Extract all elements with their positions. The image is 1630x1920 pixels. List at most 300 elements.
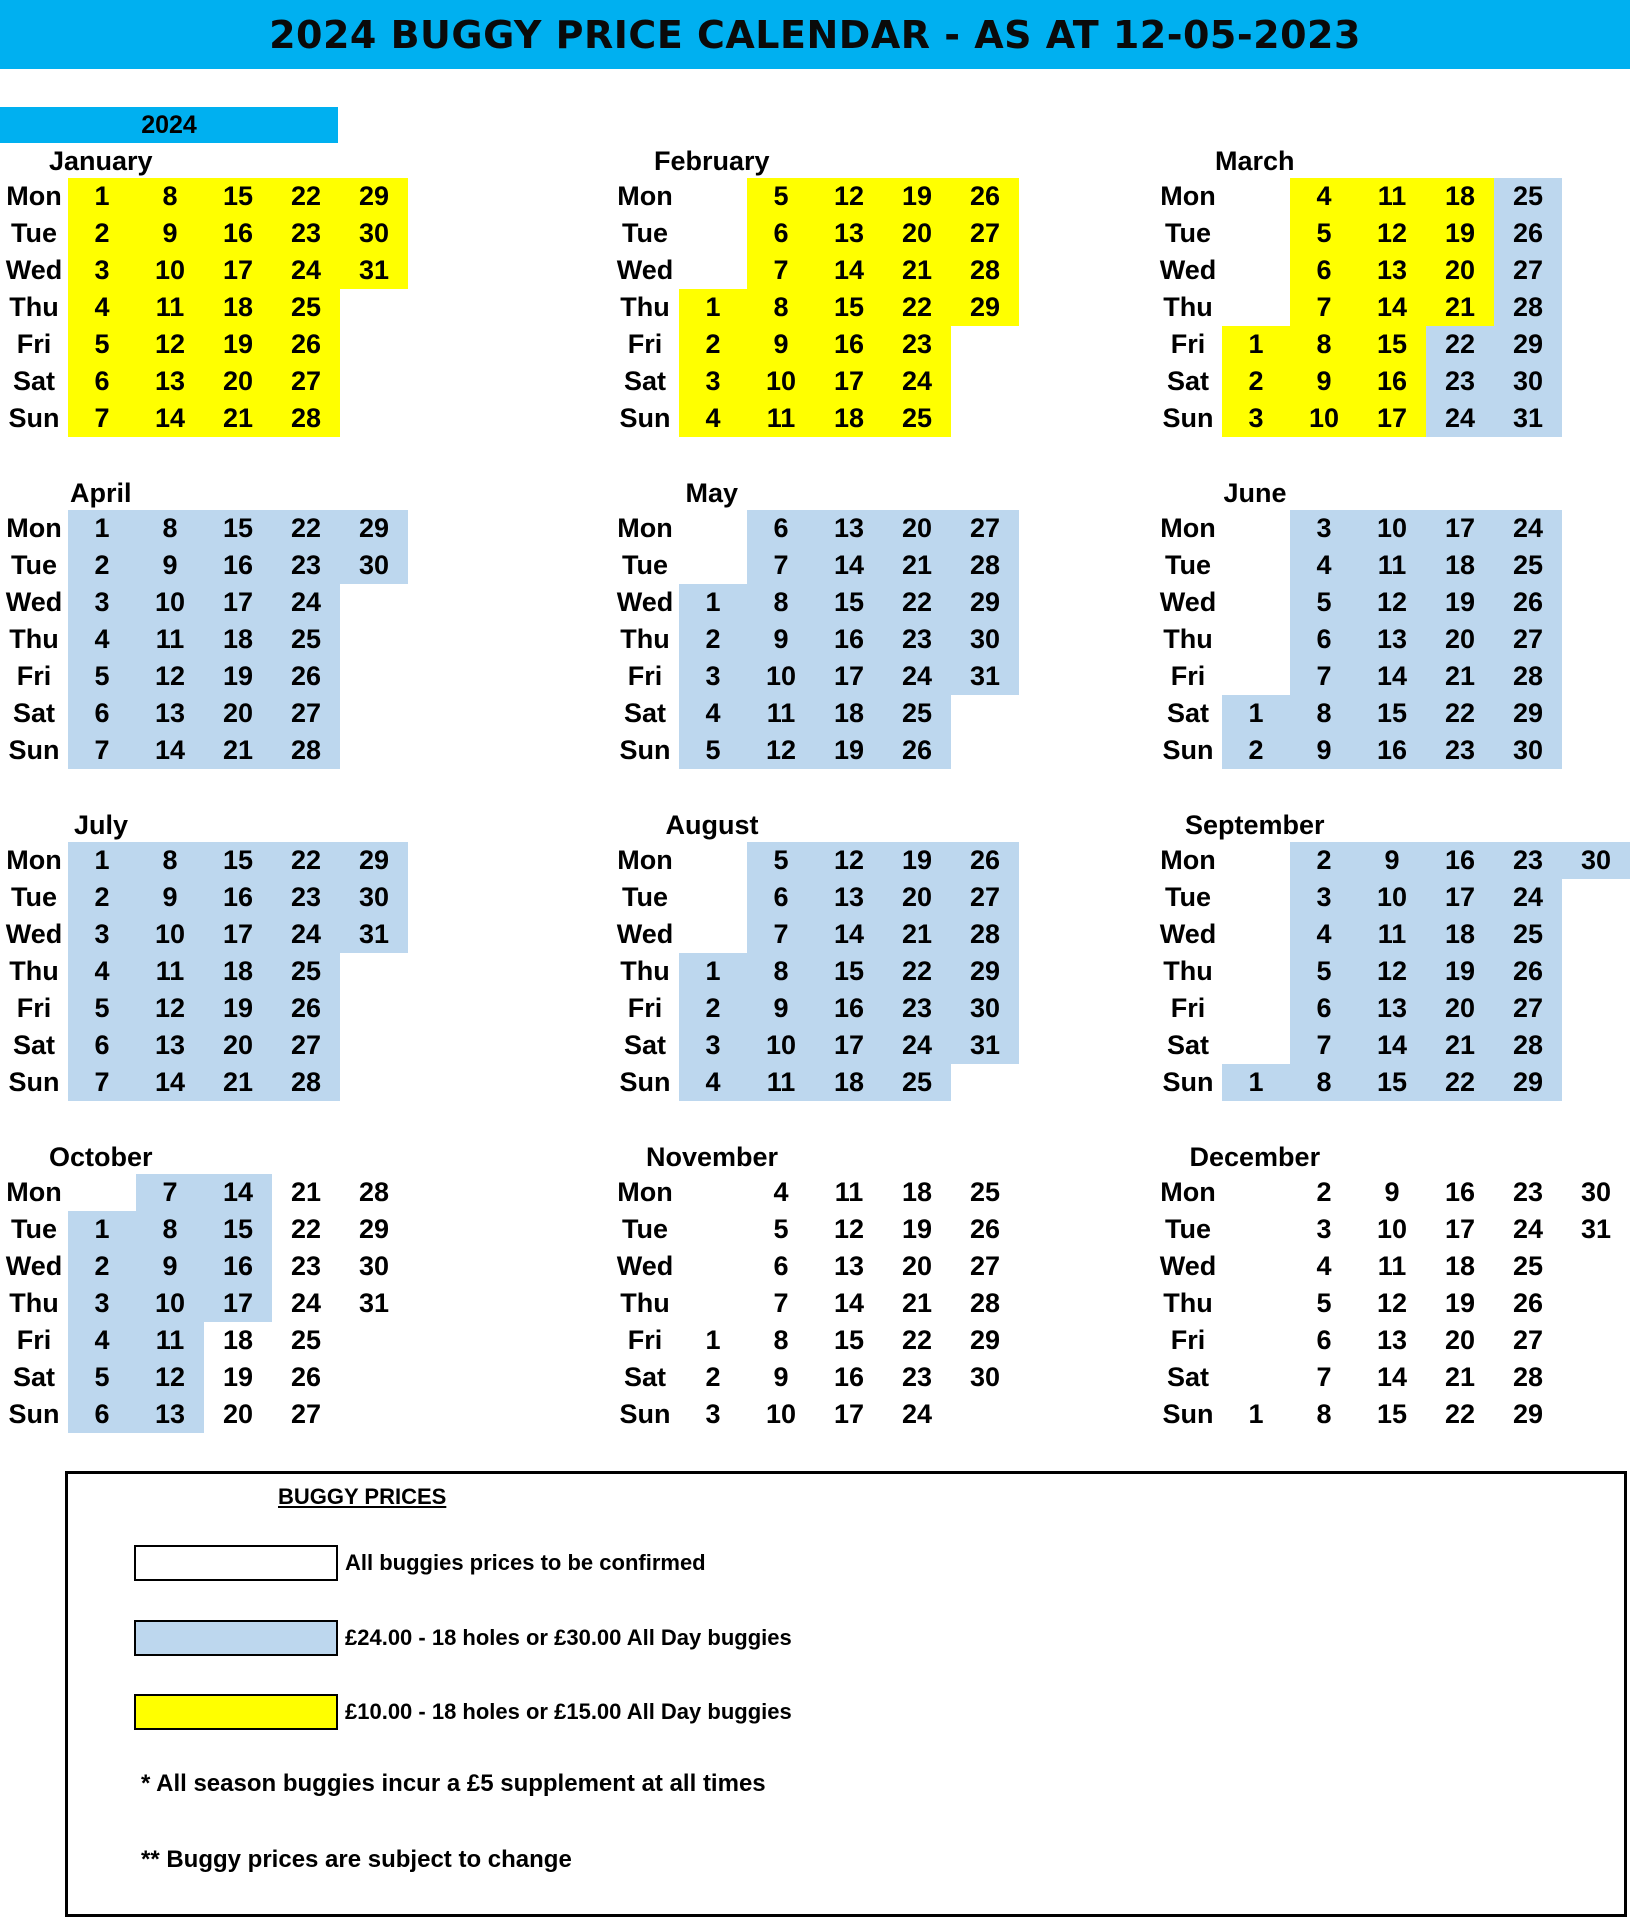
day-cell: 31 xyxy=(340,916,408,953)
weekday-label: Fri xyxy=(16,993,52,1023)
day-cell: 10 xyxy=(136,1285,204,1322)
day-cell: 13 xyxy=(833,1251,865,1281)
month-title-july: July xyxy=(74,810,129,840)
day-cell: 12 xyxy=(815,178,883,215)
day-cell: 28 xyxy=(272,1064,340,1101)
day-cell: 21 xyxy=(883,252,951,289)
day-cell: 7 xyxy=(1290,658,1358,695)
day-cell: 1 xyxy=(679,953,747,990)
day-cell: 12 xyxy=(136,658,204,695)
day-cell: 10 xyxy=(1376,1214,1408,1244)
day-cell: 24 xyxy=(290,1288,322,1318)
day-cell: 8 xyxy=(1290,1064,1358,1101)
day-cell: 25 xyxy=(290,1325,322,1355)
day-cell: 18 xyxy=(204,953,272,990)
day-cell: 1 xyxy=(68,510,136,547)
day-cell: 30 xyxy=(1580,1177,1612,1207)
day-cell: 8 xyxy=(136,1211,204,1248)
day-cell: 12 xyxy=(136,990,204,1027)
day-cell: 22 xyxy=(1426,326,1494,363)
day-cell: 7 xyxy=(1290,1027,1358,1064)
day-cell: 17 xyxy=(204,584,272,621)
day-cell: 4 xyxy=(679,1064,747,1101)
weekday-label: Sat xyxy=(1166,1030,1210,1060)
day-cell: 20 xyxy=(1444,1325,1476,1355)
day-cell: 18 xyxy=(1426,178,1494,215)
weekday-label: Tue xyxy=(1165,550,1211,580)
day-cell: 2 xyxy=(679,326,747,363)
day-cell: 14 xyxy=(204,1174,272,1211)
day-cell: 19 xyxy=(883,178,951,215)
weekday-label: Fri xyxy=(1170,661,1206,691)
weekday-label: Sun xyxy=(8,403,60,433)
day-cell: 8 xyxy=(136,842,204,879)
day-cell: 10 xyxy=(1358,510,1426,547)
day-cell: 28 xyxy=(951,252,1019,289)
day-cell: 24 xyxy=(1426,400,1494,437)
day-cell: 7 xyxy=(68,400,136,437)
weekday-label: Mon xyxy=(617,845,673,875)
day-cell: 4 xyxy=(773,1177,789,1207)
day-cell: 3 xyxy=(68,252,136,289)
weekday-label: Wed xyxy=(5,919,63,949)
day-cell: 12 xyxy=(1358,953,1426,990)
day-cell: 9 xyxy=(1358,842,1426,879)
day-cell: 23 xyxy=(272,215,340,252)
day-cell: 26 xyxy=(272,990,340,1027)
day-cell: 21 xyxy=(901,1288,933,1318)
day-cell: 7 xyxy=(68,1064,136,1101)
day-cell: 22 xyxy=(272,178,340,215)
weekday-label: Mon xyxy=(617,1177,673,1207)
weekday-label: Sun xyxy=(8,735,60,765)
weekday-label: Sun xyxy=(1162,1067,1214,1097)
day-cell: 31 xyxy=(340,252,408,289)
day-cell: 21 xyxy=(883,547,951,584)
day-cell: 26 xyxy=(1494,584,1562,621)
weekday-label: Mon xyxy=(1160,513,1216,543)
day-cell: 31 xyxy=(1494,400,1562,437)
day-cell: 9 xyxy=(136,879,204,916)
day-cell: 13 xyxy=(1358,621,1426,658)
day-cell: 20 xyxy=(204,363,272,400)
weekday-label: Thu xyxy=(1163,1288,1213,1318)
day-cell: 27 xyxy=(272,1027,340,1064)
day-cell: 8 xyxy=(1290,695,1358,732)
day-cell: 7 xyxy=(773,1288,789,1318)
day-cell: 3 xyxy=(679,1027,747,1064)
day-cell: 20 xyxy=(204,695,272,732)
day-cell: 8 xyxy=(136,178,204,215)
day-cell: 16 xyxy=(1358,732,1426,769)
day-cell: 16 xyxy=(204,1248,272,1285)
weekday-label: Thu xyxy=(9,292,59,322)
day-cell: 15 xyxy=(1358,326,1426,363)
weekday-label: Fri xyxy=(1170,1325,1206,1355)
day-cell: 27 xyxy=(1494,990,1562,1027)
day-cell: 31 xyxy=(951,1027,1019,1064)
month-title-february: February xyxy=(654,146,770,176)
day-cell: 7 xyxy=(747,547,815,584)
day-cell: 28 xyxy=(1512,1362,1544,1392)
day-cell: 26 xyxy=(951,178,1019,215)
day-cell: 25 xyxy=(969,1177,1001,1207)
legend-label-yellow: £10.00 - 18 holes or £15.00 All Day buggies xyxy=(345,1699,792,1724)
weekday-label: Fri xyxy=(627,329,663,359)
day-cell: 29 xyxy=(1512,1399,1544,1429)
day-cell: 4 xyxy=(1290,178,1358,215)
day-cell: 6 xyxy=(68,1396,136,1433)
day-cell: 9 xyxy=(136,215,204,252)
day-cell: 16 xyxy=(815,990,883,1027)
weekday-label: Sat xyxy=(12,698,56,728)
weekday-label: Mon xyxy=(617,513,673,543)
day-cell: 27 xyxy=(1512,1325,1544,1355)
day-cell: 26 xyxy=(951,842,1019,879)
day-cell: 26 xyxy=(1494,953,1562,990)
day-cell: 5 xyxy=(1316,1288,1332,1318)
month-title-march: March xyxy=(1215,146,1295,176)
day-cell: 8 xyxy=(1316,1399,1332,1429)
weekday-label: Mon xyxy=(6,181,62,211)
day-cell: 16 xyxy=(815,621,883,658)
day-cell: 7 xyxy=(747,916,815,953)
day-cell: 3 xyxy=(679,363,747,400)
weekday-label: Sat xyxy=(623,698,667,728)
day-cell: 6 xyxy=(747,879,815,916)
weekday-label: Wed xyxy=(616,587,674,617)
day-cell: 27 xyxy=(951,215,1019,252)
day-cell: 16 xyxy=(1358,363,1426,400)
day-cell: 9 xyxy=(773,1362,789,1392)
day-cell: 24 xyxy=(272,916,340,953)
day-cell: 16 xyxy=(204,215,272,252)
day-cell: 31 xyxy=(951,658,1019,695)
day-cell: 5 xyxy=(1290,953,1358,990)
day-cell: 27 xyxy=(969,1251,1001,1281)
weekday-label: Thu xyxy=(620,292,670,322)
day-cell: 27 xyxy=(1494,621,1562,658)
month-title-january: January xyxy=(49,146,153,176)
day-cell: 19 xyxy=(883,842,951,879)
day-cell: 3 xyxy=(68,1285,136,1322)
day-cell: 29 xyxy=(1494,326,1562,363)
day-cell: 27 xyxy=(951,879,1019,916)
weekday-label: Sun xyxy=(8,1067,60,1097)
day-cell: 10 xyxy=(765,1399,797,1429)
day-cell: 25 xyxy=(272,289,340,326)
legend-box xyxy=(65,1471,1627,1917)
day-cell: 21 xyxy=(204,1064,272,1101)
day-cell: 22 xyxy=(272,842,340,879)
day-cell: 11 xyxy=(1377,1251,1407,1281)
weekday-label: Fri xyxy=(16,1325,52,1355)
weekday-label: Wed xyxy=(1159,1251,1217,1281)
day-cell: 26 xyxy=(272,326,340,363)
day-cell: 18 xyxy=(815,695,883,732)
weekday-label: Tue xyxy=(622,218,668,248)
day-cell: 15 xyxy=(204,178,272,215)
weekday-label: Sat xyxy=(1166,1362,1210,1392)
weekday-label: Sat xyxy=(12,1362,56,1392)
day-cell: 25 xyxy=(1494,916,1562,953)
day-cell: 1 xyxy=(68,178,136,215)
day-cell: 24 xyxy=(883,658,951,695)
day-cell: 8 xyxy=(747,289,815,326)
day-cell: 1 xyxy=(679,584,747,621)
weekday-label: Mon xyxy=(6,1177,62,1207)
weekday-label: Mon xyxy=(1160,181,1216,211)
day-cell: 30 xyxy=(340,547,408,584)
weekday-label: Wed xyxy=(5,255,63,285)
day-cell: 4 xyxy=(679,400,747,437)
day-cell: 18 xyxy=(815,400,883,437)
day-cell: 24 xyxy=(883,363,951,400)
day-cell: 6 xyxy=(1290,252,1358,289)
year-label: 2024 xyxy=(0,107,338,143)
day-cell: 15 xyxy=(204,842,272,879)
day-cell: 17 xyxy=(204,1285,272,1322)
day-cell: 17 xyxy=(1426,879,1494,916)
day-cell: 14 xyxy=(815,252,883,289)
day-cell: 6 xyxy=(68,1027,136,1064)
weekday-label: Sun xyxy=(1162,403,1214,433)
day-cell: 5 xyxy=(747,842,815,879)
day-cell: 25 xyxy=(272,953,340,990)
day-cell: 3 xyxy=(705,1399,721,1429)
day-cell: 17 xyxy=(815,658,883,695)
day-cell: 14 xyxy=(815,916,883,953)
month-title-june: June xyxy=(1223,478,1287,508)
weekday-label: Sun xyxy=(619,403,671,433)
legend-note-supplement: * All season buggies incur a £5 supplement at all times xyxy=(141,1770,766,1797)
day-cell: 10 xyxy=(747,363,815,400)
legend-label-tbc: All buggies prices to be confirmed xyxy=(345,1550,706,1575)
day-cell: 11 xyxy=(136,1322,204,1359)
day-cell: 1 xyxy=(68,842,136,879)
day-cell: 10 xyxy=(747,1027,815,1064)
weekday-label: Tue xyxy=(1165,1214,1211,1244)
day-cell: 17 xyxy=(815,1027,883,1064)
day-cell: 3 xyxy=(1316,1214,1332,1244)
day-cell: 26 xyxy=(1494,215,1562,252)
weekday-label: Sun xyxy=(1162,1399,1214,1429)
weekday-label: Sun xyxy=(8,1399,60,1429)
month-title-september: September xyxy=(1185,810,1325,840)
weekday-label: Fri xyxy=(627,1325,663,1355)
day-cell: 30 xyxy=(340,879,408,916)
day-cell: 4 xyxy=(679,695,747,732)
weekday-label: Tue xyxy=(622,1214,668,1244)
weekday-label: Fri xyxy=(16,661,52,691)
day-cell: 3 xyxy=(68,916,136,953)
day-cell: 29 xyxy=(340,842,408,879)
weekday-label: Thu xyxy=(9,1288,59,1318)
day-cell: 15 xyxy=(815,584,883,621)
day-cell: 24 xyxy=(1512,1214,1544,1244)
day-cell: 23 xyxy=(883,326,951,363)
day-cell: 22 xyxy=(883,289,951,326)
legend-note-subject-to-change: ** Buggy prices are subject to change xyxy=(141,1846,572,1873)
day-cell: 29 xyxy=(951,289,1019,326)
page-title: 2024 BUGGY PRICE CALENDAR - AS AT 12-05-2023 xyxy=(0,0,1630,69)
weekday-label: Thu xyxy=(1163,956,1213,986)
day-cell: 25 xyxy=(883,400,951,437)
day-cell: 30 xyxy=(951,621,1019,658)
day-cell: 11 xyxy=(1358,547,1426,584)
weekday-label: Sun xyxy=(619,735,671,765)
weekday-label: Sat xyxy=(623,1362,667,1392)
day-cell: 20 xyxy=(204,1027,272,1064)
day-cell: 25 xyxy=(1494,178,1562,215)
day-cell: 2 xyxy=(679,990,747,1027)
day-cell: 11 xyxy=(747,1064,815,1101)
day-cell: 4 xyxy=(1290,916,1358,953)
day-cell: 15 xyxy=(815,289,883,326)
day-cell: 1 xyxy=(1248,1399,1264,1429)
day-cell: 23 xyxy=(1426,732,1494,769)
day-cell: 30 xyxy=(1494,732,1562,769)
weekday-label: Wed xyxy=(1159,587,1217,617)
day-cell: 9 xyxy=(136,547,204,584)
day-cell: 28 xyxy=(272,400,340,437)
legend-swatch-yellow xyxy=(134,1694,338,1730)
day-cell: 23 xyxy=(1512,1177,1544,1207)
day-cell: 6 xyxy=(773,1251,789,1281)
day-cell: 4 xyxy=(1290,547,1358,584)
day-cell: 5 xyxy=(679,732,747,769)
weekday-label: Wed xyxy=(616,255,674,285)
day-cell: 20 xyxy=(883,879,951,916)
day-cell: 19 xyxy=(1426,215,1494,252)
day-cell: 7 xyxy=(68,732,136,769)
day-cell: 7 xyxy=(136,1174,204,1211)
weekday-label: Mon xyxy=(617,181,673,211)
day-cell: 29 xyxy=(1494,1064,1562,1101)
day-cell: 17 xyxy=(1426,510,1494,547)
weekday-label: Fri xyxy=(1170,329,1206,359)
day-cell: 12 xyxy=(1358,584,1426,621)
day-cell: 13 xyxy=(136,1396,204,1433)
day-cell: 15 xyxy=(204,1211,272,1248)
day-cell: 2 xyxy=(68,1248,136,1285)
day-cell: 1 xyxy=(1222,695,1290,732)
weekday-label: Sat xyxy=(1166,698,1210,728)
month-title-april: April xyxy=(70,478,132,508)
day-cell: 28 xyxy=(951,547,1019,584)
day-cell: 11 xyxy=(136,289,204,326)
weekday-label: Tue xyxy=(11,218,57,248)
day-cell: 5 xyxy=(1290,215,1358,252)
weekday-label: Mon xyxy=(1160,1177,1216,1207)
day-cell: 4 xyxy=(68,289,136,326)
day-cell: 16 xyxy=(1426,842,1494,879)
weekday-label: Tue xyxy=(1165,218,1211,248)
weekday-label: Tue xyxy=(11,550,57,580)
day-cell: 11 xyxy=(834,1177,864,1207)
weekday-label: Mon xyxy=(6,513,62,543)
day-cell: 26 xyxy=(290,1362,322,1392)
day-cell: 16 xyxy=(204,879,272,916)
weekday-label: Sun xyxy=(619,1067,671,1097)
weekday-label: Tue xyxy=(11,1214,57,1244)
day-cell: 2 xyxy=(68,547,136,584)
day-cell: 29 xyxy=(1494,695,1562,732)
day-cell: 9 xyxy=(1290,363,1358,400)
day-cell: 28 xyxy=(1494,1027,1562,1064)
day-cell: 16 xyxy=(815,326,883,363)
day-cell: 20 xyxy=(1426,990,1494,1027)
day-cell: 16 xyxy=(204,547,272,584)
day-cell: 21 xyxy=(1426,658,1494,695)
day-cell: 14 xyxy=(1358,1027,1426,1064)
day-cell: 7 xyxy=(747,252,815,289)
day-cell: 25 xyxy=(883,1064,951,1101)
day-cell: 29 xyxy=(951,953,1019,990)
weekday-label: Tue xyxy=(11,882,57,912)
day-cell: 17 xyxy=(204,252,272,289)
day-cell: 28 xyxy=(358,1177,390,1207)
day-cell: 21 xyxy=(883,916,951,953)
weekday-label: Thu xyxy=(620,624,670,654)
day-cell: 6 xyxy=(1290,621,1358,658)
day-cell: 11 xyxy=(136,953,204,990)
day-cell: 19 xyxy=(1444,1288,1476,1318)
day-cell: 30 xyxy=(1494,363,1562,400)
day-cell: 14 xyxy=(136,1064,204,1101)
weekday-label: Wed xyxy=(5,587,63,617)
day-cell: 12 xyxy=(1376,1288,1408,1318)
day-cell: 7 xyxy=(1290,289,1358,326)
day-cell: 4 xyxy=(68,621,136,658)
day-cell: 19 xyxy=(204,326,272,363)
day-cell: 15 xyxy=(1376,1399,1408,1429)
day-cell: 18 xyxy=(204,621,272,658)
day-cell: 24 xyxy=(272,584,340,621)
day-cell: 1 xyxy=(1222,1064,1290,1101)
day-cell: 3 xyxy=(679,658,747,695)
day-cell: 18 xyxy=(204,289,272,326)
day-cell: 19 xyxy=(901,1214,933,1244)
day-cell: 4 xyxy=(1316,1251,1332,1281)
day-cell: 13 xyxy=(1376,1325,1408,1355)
day-cell: 21 xyxy=(204,400,272,437)
day-cell: 15 xyxy=(1358,695,1426,732)
day-cell: 30 xyxy=(340,215,408,252)
day-cell: 30 xyxy=(951,990,1019,1027)
day-cell: 8 xyxy=(136,510,204,547)
day-cell: 7 xyxy=(1316,1362,1332,1392)
day-cell: 3 xyxy=(1290,879,1358,916)
day-cell: 21 xyxy=(204,732,272,769)
day-cell: 26 xyxy=(272,658,340,695)
day-cell: 25 xyxy=(1512,1251,1544,1281)
day-cell: 6 xyxy=(747,510,815,547)
day-cell: 10 xyxy=(1290,400,1358,437)
weekday-label: Mon xyxy=(6,845,62,875)
day-cell: 3 xyxy=(68,584,136,621)
month-title-october: October xyxy=(49,1142,153,1172)
day-cell: 17 xyxy=(204,916,272,953)
day-cell: 30 xyxy=(358,1251,390,1281)
weekday-label: Mon xyxy=(1160,845,1216,875)
day-cell: 30 xyxy=(969,1362,1001,1392)
day-cell: 28 xyxy=(951,916,1019,953)
legend-swatch-white xyxy=(134,1545,338,1581)
day-cell: 1 xyxy=(679,289,747,326)
day-cell: 9 xyxy=(1384,1177,1400,1207)
day-cell: 15 xyxy=(833,1325,865,1355)
